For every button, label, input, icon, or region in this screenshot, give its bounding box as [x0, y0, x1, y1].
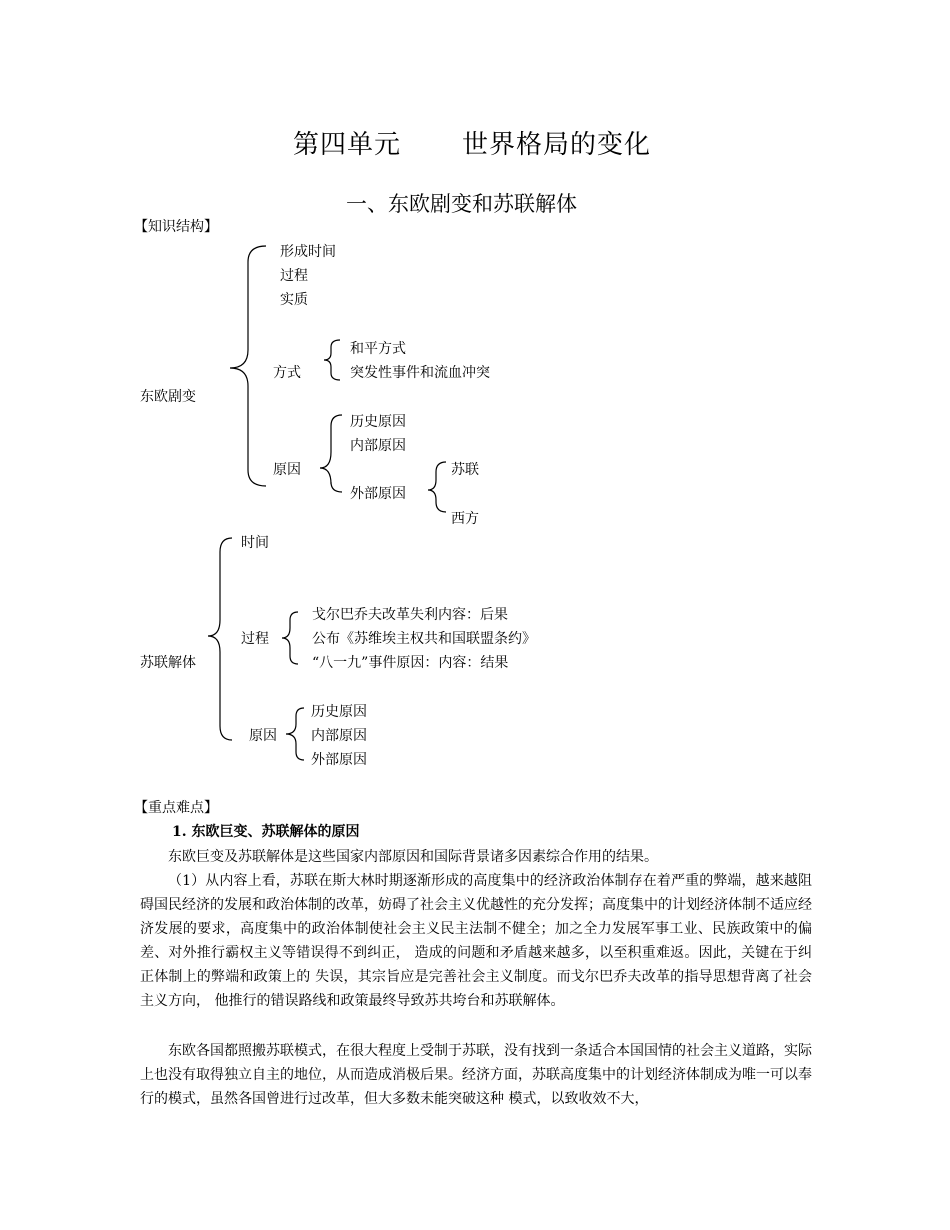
brace-external [428, 462, 446, 512]
structure-heading: 【知识结构】 [134, 219, 218, 235]
paragraph-3: 东欧各国都照搬苏联模式，在很大程度上受制于苏联，没有找到一条适合本国国情的社会主义道路，实际上也没有取得独立自主的地位，从而造成消极后果。经济方面，苏联高度集中的计划经济体制成为唯一可以奉行的模式，虽然各国曾进行过改革，但大多数未能突破这种 模式，以致收效不大， [140, 1043, 812, 1107]
brace-eastern-europe [230, 246, 266, 486]
node-ee-external-1: 苏联 [451, 462, 479, 478]
brace-ussr [208, 538, 232, 740]
node-eastern-europe: 东欧剧变 [140, 389, 196, 405]
node-ee-method-2: 突发性事件和流血冲突 [350, 365, 490, 381]
node-ee-cause-3: 外部原因 [350, 486, 406, 502]
node-ussr-process-3: “八一九”事件原因：内容：结果 [312, 655, 509, 671]
node-ussr-cause: 原因 [249, 728, 277, 744]
node-ussr-time: 时间 [241, 535, 269, 551]
node-ussr-cause-2: 内部原因 [311, 728, 367, 744]
brace-method [324, 340, 340, 380]
node-ee-external-2: 西方 [451, 511, 479, 527]
unit-name: 世界格局的变化 [462, 130, 652, 160]
section-heading: 1. 东欧巨变、苏联解体的原因 [172, 824, 360, 840]
node-ee-method: 方式 [273, 365, 301, 381]
node-ee-cause-1: 历史原因 [350, 414, 406, 430]
brace-ussr-cause [286, 708, 304, 760]
node-ee-time: 形成时间 [280, 244, 336, 260]
node-ee-process: 过程 [280, 268, 308, 284]
node-ussr-process-1: 戈尔巴乔夫改革失利内容：后果 [312, 607, 508, 623]
node-ussr-process-2: 公布《苏维埃主权共和国联盟条约》 [312, 631, 536, 647]
node-ee-cause-2: 内部原因 [350, 438, 406, 454]
brace-ussr-process [282, 612, 298, 664]
paragraph-1: 东欧巨变及苏联解体是这些国家内部原因和国际背景诸多因素综合作用的结果。 [168, 849, 658, 865]
unit-title: 第四单元 [293, 130, 402, 160]
node-ussr: 苏联解体 [140, 655, 196, 671]
key-heading: 【重点难点】 [134, 800, 218, 816]
node-ussr-cause-3: 外部原因 [311, 752, 367, 768]
brace-cause [320, 415, 342, 492]
node-ee-method-1: 和平方式 [350, 341, 406, 357]
node-ussr-process: 过程 [241, 631, 269, 647]
paragraph-2: （1）从内容上看，苏联在斯大林时期逐渐形成的高度集中的经济政治体制存在着严重的弊端，越来越阻碍国民经济的发展和政治体制的改革，妨碍了社会主义优越性的充分发挥；高度集中的计划经济体制不适应经济发展的要求，高度集中的政治体制使社会主义民主法制不健全；加之全力发展军事工业、民族政策中的偏差、对外推行霸权主义等错误得不到纠正， 造成的问题和矛盾越来越多，以至积重难返。因此，关键在于纠正体制上的弊端和政策上的 失误，其宗旨应是完善社会主义制度。而戈尔巴乔夫改革的指导思想背离了社会主义方向， 他推行的错误路线和政策最终导致苏共垮台和苏联解体。 [140, 873, 812, 1009]
node-ussr-cause-1: 历史原因 [311, 704, 367, 720]
node-ee-cause: 原因 [273, 462, 301, 478]
lesson-title: 一、东欧剧变和苏联解体 [346, 192, 577, 216]
node-ee-essence: 实质 [280, 292, 308, 308]
